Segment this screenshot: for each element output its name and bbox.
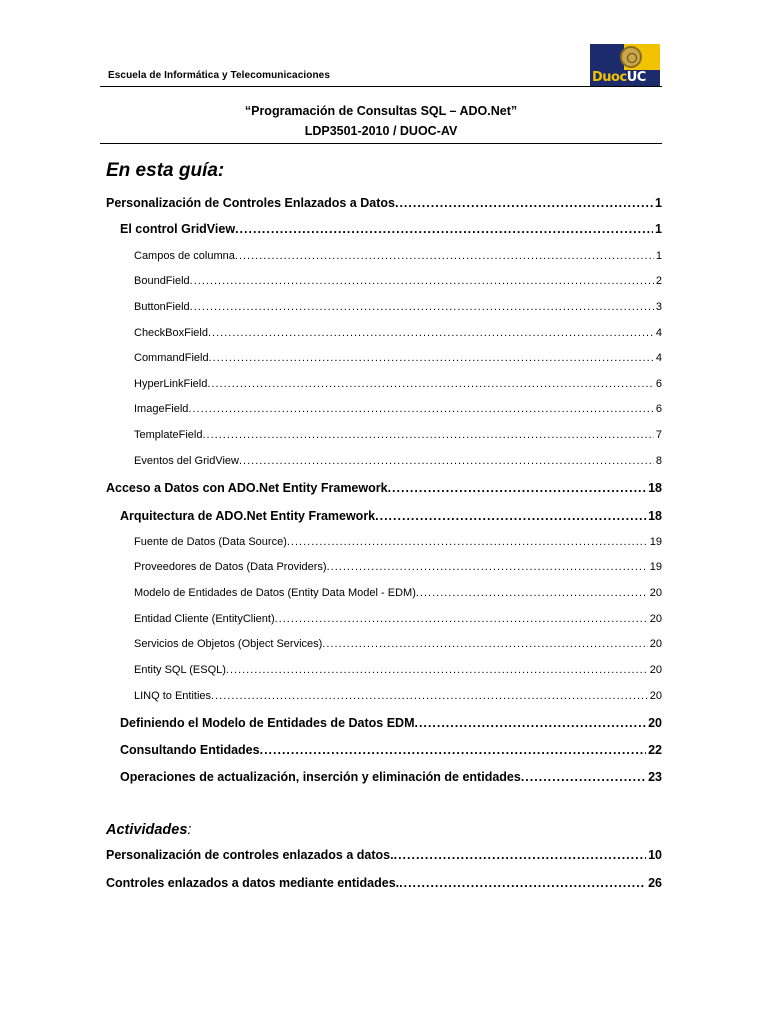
toc-entry-personalizacion[interactable]: [106, 196, 662, 210]
toc-leader: [414, 716, 646, 730]
logo-text-duoc: Duoc: [592, 70, 627, 85]
toc-leader: [260, 743, 647, 757]
toc-page: 4: [655, 327, 662, 339]
guide-heading: En esta guía:: [106, 160, 225, 181]
activity-label: Personalización de controles enlazados a datos.: [106, 848, 394, 862]
toc-entry-arquitectura[interactable]: [120, 509, 662, 523]
document-title: “Programación de Consultas SQL – ADO.Net”: [244, 104, 518, 118]
toc-entry-proveedores[interactable]: [134, 561, 662, 573]
toc-page: 8: [655, 455, 662, 467]
toc-entry-linq-entities[interactable]: [134, 690, 662, 702]
toc-page: 23: [648, 770, 662, 784]
toc-page: 7: [655, 429, 662, 441]
toc-page: 18: [648, 509, 662, 523]
toc-label: Fuente de Datos (Data Source): [134, 536, 287, 548]
duocuc-logo: [590, 44, 660, 86]
toc-leader: [188, 403, 653, 415]
logo-text-uc: UC: [626, 70, 646, 85]
toc-page: 1: [655, 250, 662, 262]
toc-leader: [211, 690, 648, 702]
toc-label: HyperLinkField: [134, 378, 208, 390]
toc-page: 1: [655, 222, 662, 236]
toc-leader: [209, 352, 654, 364]
toc-label: CommandField: [134, 352, 209, 364]
toc-label: Eventos del GridView: [134, 455, 239, 467]
toc-page: 2: [655, 275, 662, 287]
toc-page: 20: [649, 664, 662, 676]
toc-page: 6: [655, 403, 662, 415]
toc-entry-checkboxfield[interactable]: [134, 327, 662, 339]
activity-entry-controles-entidades[interactable]: [106, 876, 662, 890]
title-rule: [100, 143, 662, 144]
header-rule: [100, 86, 662, 87]
activities-heading-colon: :: [187, 822, 192, 838]
toc-leader: [226, 664, 648, 676]
toc-page: 4: [655, 352, 662, 364]
toc-entry-campos-columna[interactable]: [134, 250, 662, 262]
toc-leader: [235, 250, 654, 262]
toc-entry-entity-sql[interactable]: [134, 664, 662, 676]
toc-page: 19: [649, 536, 662, 548]
toc-leader: [388, 481, 647, 495]
document-subtitle: LDP3501-2010 / DUOC-AV: [304, 124, 458, 138]
toc-leader: [239, 455, 654, 467]
toc-entry-commandfield[interactable]: [134, 352, 662, 364]
toc-label: LINQ to Entities: [134, 690, 212, 702]
toc-label: Operaciones de actualización, inserción y eliminación de entidades: [120, 770, 521, 784]
activity-page: 10: [648, 848, 662, 862]
toc-leader: [322, 638, 647, 650]
toc-label: Definiendo el Modelo de Entidades de Datos EDM: [120, 716, 415, 730]
toc-entry-operaciones[interactable]: [120, 770, 662, 784]
toc-leader: [208, 327, 654, 339]
toc-entry-modelo-entidades[interactable]: [134, 587, 662, 599]
toc-page: 20: [649, 638, 662, 650]
toc-label: Modelo de Entidades de Datos (Entity Data Model - EDM): [134, 587, 416, 599]
toc-leader: [521, 770, 646, 784]
toc-page: 19: [649, 561, 662, 573]
logo-text: [592, 70, 646, 85]
school-name: Escuela de Informática y Telecomunicaciones: [108, 70, 330, 81]
activity-leader: [399, 876, 646, 890]
activities-heading: [106, 822, 191, 838]
toc-label: Entidad Cliente (EntityClient): [134, 613, 275, 625]
activities-heading-text: Actividades: [106, 822, 188, 838]
toc-leader: [416, 587, 648, 599]
toc-leader: [190, 275, 654, 287]
toc-leader: [327, 561, 648, 573]
toc-label: Arquitectura de ADO.Net Entity Framework: [120, 509, 376, 523]
toc-entry-consultando[interactable]: [120, 743, 662, 757]
toc-page: 22: [648, 743, 662, 757]
toc-label: BoundField: [134, 275, 190, 287]
toc-leader: [190, 301, 654, 313]
activity-leader: [394, 848, 647, 862]
toc-entry-gridview[interactable]: [120, 222, 662, 236]
toc-label: Proveedores de Datos (Data Providers): [134, 561, 327, 573]
activity-label: Controles enlazados a datos mediante entidades.: [106, 876, 400, 890]
toc-page: 3: [655, 301, 662, 313]
toc-entry-acceso-datos[interactable]: [106, 481, 662, 495]
toc-label: CheckBoxField: [134, 327, 208, 339]
seal-icon: [620, 46, 642, 68]
toc-label: Acceso a Datos con ADO.Net Entity Framework: [106, 481, 388, 495]
toc-label: TemplateField: [134, 429, 203, 441]
toc-entry-boundfield[interactable]: [134, 275, 662, 287]
toc-entry-eventos-gridview[interactable]: [134, 455, 662, 467]
toc-page: 20: [649, 613, 662, 625]
toc-entry-servicios-objetos[interactable]: [134, 638, 662, 650]
toc-entry-templatefield[interactable]: [134, 429, 662, 441]
toc-page: 20: [649, 690, 662, 702]
toc-entry-buttonfield[interactable]: [134, 301, 662, 313]
toc-label: Campos de columna: [134, 250, 235, 262]
toc-label: Personalización de Controles Enlazados a Datos: [106, 196, 395, 210]
toc-label: ImageField: [134, 403, 189, 415]
toc-leader: [235, 222, 653, 236]
toc-leader: [202, 429, 653, 441]
toc-page: 1: [655, 196, 662, 210]
toc-leader: [395, 196, 653, 210]
toc-entry-entidad-cliente[interactable]: [134, 613, 662, 625]
toc-label: El control GridView: [120, 222, 236, 236]
toc-page: 20: [648, 716, 662, 730]
toc-entry-hyperlinkfield[interactable]: [134, 378, 662, 390]
activity-entry-personalizacion[interactable]: [106, 848, 662, 862]
toc-page: 20: [649, 587, 662, 599]
toc-page: 18: [648, 481, 662, 495]
activity-page: 26: [648, 876, 662, 890]
toc-entry-fuente-datos[interactable]: [134, 536, 662, 548]
toc-leader: [287, 536, 648, 548]
toc-label: Consultando Entidades: [120, 743, 260, 757]
toc-leader: [375, 509, 646, 523]
toc-label: Servicios de Objetos (Object Services): [134, 638, 323, 650]
toc-entry-definiendo-edm[interactable]: [120, 716, 662, 730]
toc-label: ButtonField: [134, 301, 190, 313]
toc-leader: [275, 613, 648, 625]
toc-leader: [207, 378, 654, 390]
toc-page: 6: [655, 378, 662, 390]
toc-entry-imagefield[interactable]: [134, 403, 662, 415]
toc-label: Entity SQL (ESQL): [134, 664, 226, 676]
